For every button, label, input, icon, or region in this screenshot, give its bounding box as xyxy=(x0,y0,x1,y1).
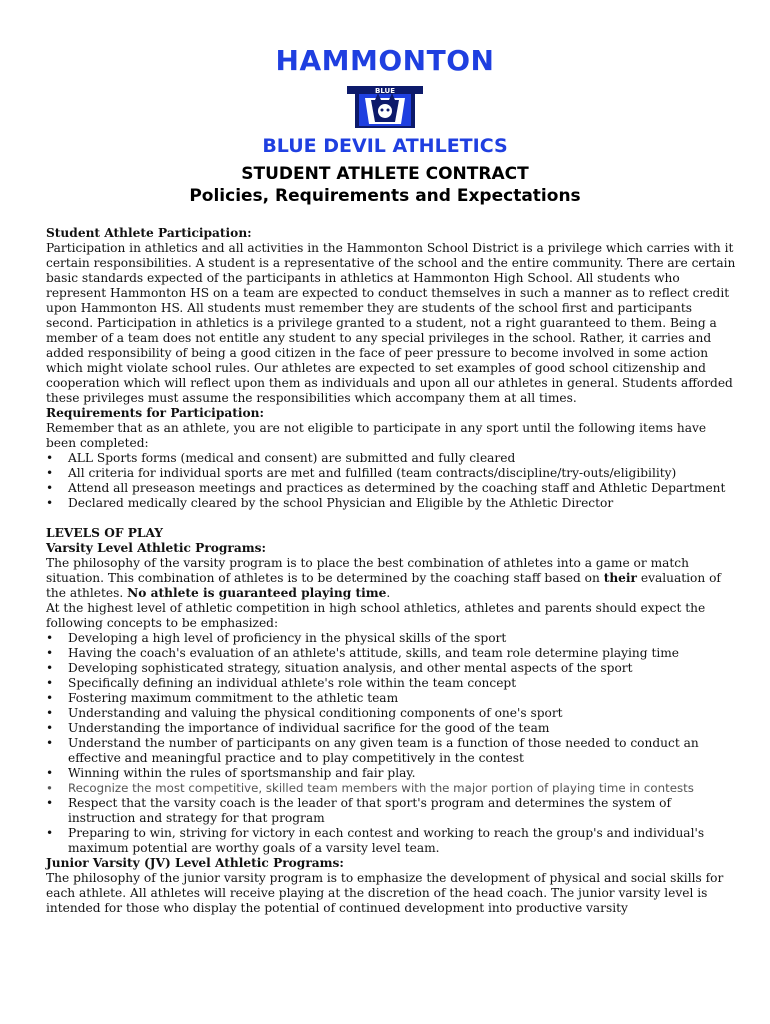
list-item: • ALL Sports forms (medical and consent) are submitted and fully cleared xyxy=(46,451,736,466)
varsity-heading: Varsity Level Athletic Programs: xyxy=(46,541,266,555)
list-item: • Developing a high level of proficiency in the physical skills of the sport xyxy=(46,631,736,646)
school-title: HAMMONTON xyxy=(275,44,495,77)
list-item: • Respect that the varsity coach is the leader of that sport's program and determines the system of instruction and strategy for that program xyxy=(46,796,736,826)
contract-title: STUDENT ATHLETE CONTRACT xyxy=(241,164,529,184)
participation-text: Participation in athletics and all activities in the Hammonton School District is a privilege which carries with it certain responsibilities. A student is a representative of the school and the entire community. There are certain basic standards expected of the participants in athletics at Hammonton High School. All students who represent Hammonton HS on a team are expected to conduct themselves in such a manner as to reflect credit upon Hammonton HS. All students must remember they are students of the school first and participants second. Participation in athletics is a privilege granted to a student, not a right guaranteed to them. Being a member of a team does not entitle any student to any special privileges in the school. Rather, it carries and added responsibility of being a good citizen in the face of peer pressure to become involved in some action which might violate school rules. Our athletes are expected to set examples of good school citizenship and cooperation which will reflect upon them as individuals and upon all our athletes in general. Students afforded these privileges must assume the responsibilities which accompany them at all times. xyxy=(46,241,736,405)
varsity-philosophy xyxy=(46,556,736,601)
participation-heading: Student Athlete Participation: xyxy=(46,226,252,240)
levels-heading: LEVELS OF PLAY xyxy=(46,526,164,540)
varsity-p1-end: evaluation of the athletes. xyxy=(46,571,721,600)
list-item: • Winning within the rules of sportsmanship and fair play. xyxy=(46,766,736,781)
contract-subtitle: Policies, Requirements and Expectations xyxy=(189,186,581,206)
list-item: • Developing sophisticated strategy, situation analysis, and other mental aspects of the sport xyxy=(46,661,736,676)
contract-body xyxy=(46,226,736,916)
varsity-list xyxy=(46,631,736,856)
athletics-title: BLUE DEVIL ATHLETICS xyxy=(262,135,508,157)
list-item: • Declared medically cleared by the school Physician and Eligible by the Athletic Director xyxy=(46,496,736,511)
varsity-p1-bold: their xyxy=(603,571,637,585)
list-item: • All criteria for individual sports are met and fulfilled (team contracts/discipline/try-outs/eligibility) xyxy=(46,466,736,481)
list-item: • Specifically defining an individual athlete's role within the team concept xyxy=(46,676,736,691)
requirements-list xyxy=(46,451,736,511)
list-item: • Understand the number of participants on any given team is a function of those needed to conduct an effective and meaningful practice and to play competitively in the contest xyxy=(46,736,736,766)
no-guarantee-text: No athlete is guaranteed playing time xyxy=(127,586,387,600)
list-item: • Understanding the importance of individual sacrifice for the good of the team xyxy=(46,721,736,736)
list-item: • Understanding and valuing the physical conditioning components of one's sport xyxy=(46,706,736,721)
requirements-intro: Remember that as an athlete, you are not eligible to participate in any sport until the following items have been completed: xyxy=(46,421,707,450)
jv-heading: Junior Varsity (JV) Level Athletic Programs: xyxy=(46,856,344,870)
requirements-heading: Requirements for Participation: xyxy=(46,406,264,420)
jv-text: The philosophy of the junior varsity program is to emphasize the development of physical and social skills for each athlete. All athletes will receive playing at the discretion of the head coach. The junior varsity level is intended for those who display the potential of continued development into productive varsity xyxy=(46,871,724,915)
list-item: • Attend all preseason meetings and practices as determined by the coaching staff and Athletic Department xyxy=(46,481,736,496)
list-item: • Fostering maximum commitment to the athletic team xyxy=(46,691,736,706)
varsity-p1-period: . xyxy=(386,586,391,600)
list-item: • Preparing to win, striving for victory in each contest and working to reach the group's and individual's maximum potential are worthy goals of a varsity level team. xyxy=(46,826,736,856)
varsity-p1: The philosophy of the varsity program is to place the best combination of athletes into a game or match situation. This combination of athletes is to be determined by the coaching staff based on xyxy=(46,556,689,585)
list-item: • Having the coach's evaluation of an athlete's attitude, skills, and team role determine playing time xyxy=(46,646,736,661)
logo-text: BLUE xyxy=(374,87,395,95)
varsity-expectations: At the highest level of athletic competition in high school athletics, athletes and parents should expect the following concepts to be emphasized: xyxy=(46,601,706,630)
list-item: • Recognize the most competitive, skilled team members with the major portion of playing time in contests xyxy=(46,781,736,796)
